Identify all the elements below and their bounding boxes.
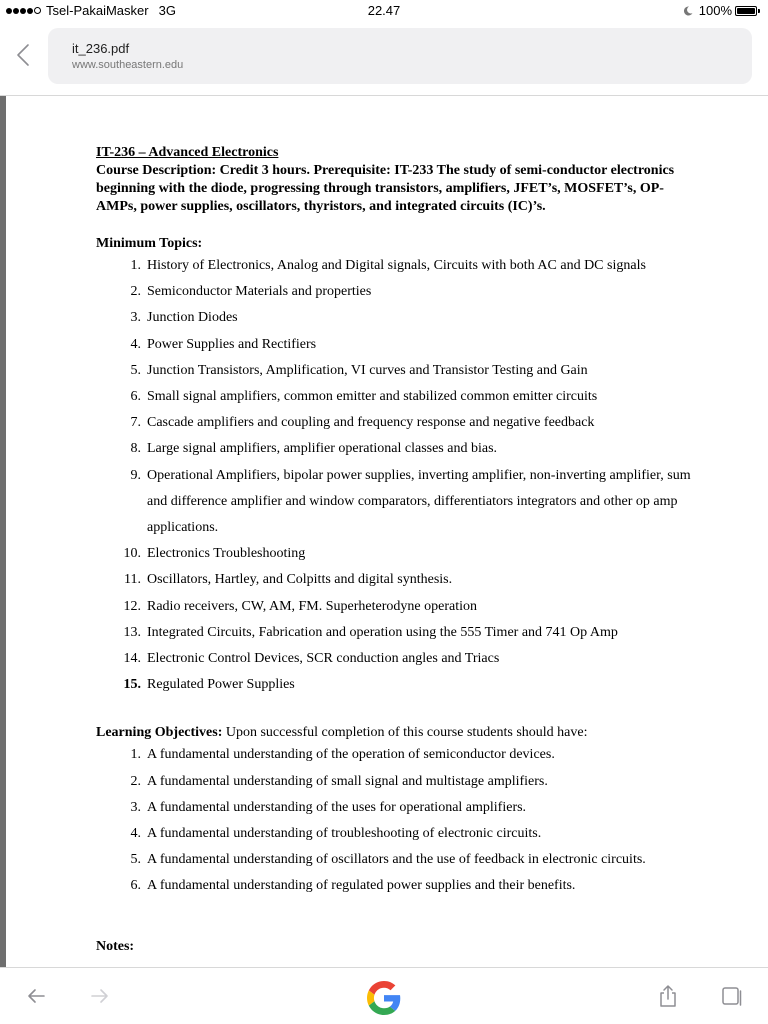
list-item-number: 5. <box>130 362 141 378</box>
list-item-number: 7. <box>130 415 141 431</box>
course-description: Course Description: Credit 3 hours. Prerequisite: IT-233 The study of semi-conductor electronics beginning with the diode, progressing through transistors, amplifiers, JFET’s, MOSFET’s, OP-AMPs, power supplies, oscillators, thyristors, and integrated circuits (IC)’s. <box>96 163 675 214</box>
google-home-button[interactable] <box>366 980 402 1016</box>
status-right <box>683 3 760 18</box>
list-item-number: 1. <box>130 747 141 763</box>
list-item-text: Integrated Circuits, Fabrication and operation using the 555 Timer and 741 Op Amp <box>147 624 618 640</box>
list-item-text: A fundamental understanding of troubleshooting of electronic circuits. <box>147 826 542 842</box>
list-item-number: 3. <box>130 310 141 326</box>
topics-list <box>96 253 696 698</box>
do-not-disturb-moon-icon <box>683 6 693 16</box>
list-item <box>96 541 696 567</box>
page-edge-bar <box>0 96 6 967</box>
topics-heading: Minimum Topics: <box>96 236 203 251</box>
list-item <box>96 436 696 462</box>
list-item <box>96 620 696 646</box>
status-time: 22.47 <box>367 3 401 18</box>
tabs-button[interactable] <box>718 982 746 1010</box>
list-item-text: Radio receivers, CW, AM, FM. Superheterodyne operation <box>147 598 477 614</box>
network-type: 3G <box>158 3 176 18</box>
address-header <box>0 22 768 96</box>
toolbar-forward-button[interactable] <box>86 982 114 1010</box>
list-item-number: 11. <box>124 572 141 588</box>
list-item <box>96 463 696 542</box>
objectives-line <box>96 724 696 742</box>
list-item-number: 4. <box>130 826 141 842</box>
document-title: it_236.pdf <box>72 41 130 56</box>
list-item-text: Power Supplies and Rectifiers <box>147 336 317 352</box>
list-item-text: Semiconductor Materials and properties <box>147 284 372 300</box>
list-item-number: 2. <box>130 773 141 789</box>
forward-arrow-icon <box>90 988 110 1004</box>
list-item <box>96 821 696 847</box>
list-item <box>96 795 696 821</box>
list-item-number: 6. <box>130 878 141 894</box>
list-item <box>96 358 696 384</box>
chevron-left-icon <box>16 43 30 67</box>
list-item <box>96 253 696 279</box>
list-item <box>96 594 696 620</box>
list-item-text: A fundamental understanding of the uses for operational amplifiers. <box>147 799 527 815</box>
list-item-text: A fundamental understanding of regulated power supplies and their benefits. <box>147 878 576 894</box>
objectives-label: Learning Objectives: <box>96 725 223 741</box>
list-item <box>96 305 696 331</box>
list-item <box>96 742 696 768</box>
list-item-text: History of Electronics, Analog and Digital signals, Circuits with both AC and DC signals <box>147 258 646 273</box>
list-item-text: Junction Diodes <box>147 310 238 326</box>
toolbar-back-button[interactable] <box>22 982 50 1010</box>
list-item <box>96 410 696 436</box>
list-item-text: A fundamental understanding of the operation of semiconductor devices. <box>147 747 555 763</box>
list-item-text: Small signal amplifiers, common emitter and stabilized common emitter circuits <box>147 389 598 405</box>
address-bar[interactable] <box>48 28 752 84</box>
list-item <box>96 873 696 899</box>
list-item-text: Operational Amplifiers, bipolar power supplies, inverting amplifier, non-inverting amplifier, sum and difference amplifier and window comparators, differentiators integrators and other op amp applications. <box>147 467 691 536</box>
list-item-text: Electronic Control Devices, SCR conduction angles and Triacs <box>147 651 500 667</box>
list-item-text: A fundamental understanding of oscillators and the use of feedback in electronic circuits. <box>147 852 646 868</box>
pdf-page-content <box>96 144 696 956</box>
share-button[interactable] <box>654 982 682 1010</box>
list-item-number: 15. <box>123 677 141 693</box>
list-item <box>96 567 696 593</box>
list-item-number: 12. <box>123 598 141 614</box>
status-bar <box>0 0 768 22</box>
tabs-icon <box>721 985 743 1007</box>
list-item <box>96 847 696 873</box>
list-item-text: Junction Transistors, Amplification, VI curves and Transistor Testing and Gain <box>147 362 588 378</box>
list-item-number: 10. <box>123 546 141 562</box>
back-button[interactable] <box>10 40 36 70</box>
list-item-number: 14. <box>123 651 141 667</box>
list-item-number: 1. <box>130 258 141 273</box>
list-item-text: Regulated Power Supplies <box>147 677 295 693</box>
list-item <box>96 332 696 358</box>
list-item <box>96 384 696 410</box>
list-item <box>96 769 696 795</box>
share-icon <box>658 984 678 1008</box>
course-heading: IT-236 – Advanced Electronics <box>96 145 279 160</box>
list-item <box>96 672 696 698</box>
list-item-text: Electronics Troubleshooting <box>147 546 306 562</box>
list-item-text: Large signal amplifiers, amplifier operational classes and bias. <box>147 441 498 457</box>
list-item-number: 2. <box>130 284 141 300</box>
battery-percent: 100% <box>698 3 732 18</box>
list-item-number: 13. <box>123 624 141 640</box>
objectives-list <box>96 742 696 899</box>
battery-icon <box>735 6 760 16</box>
pdf-viewer[interactable] <box>0 96 768 967</box>
list-item-number: 8. <box>130 441 141 457</box>
list-item-number: 3. <box>130 799 141 815</box>
list-item-number: 9. <box>130 467 141 483</box>
list-item-number: 6. <box>130 389 141 405</box>
list-item-number: 4. <box>130 336 141 352</box>
objectives-intro: Upon successful completion of this course students should have: <box>222 725 588 741</box>
list-item <box>96 646 696 672</box>
notes-heading: Notes: <box>96 938 135 954</box>
list-item-text: Cascade amplifiers and coupling and frequency response and negative feedback <box>147 415 595 431</box>
list-item-text: Oscillators, Hartley, and Colpitts and digital synthesis. <box>147 572 453 588</box>
carrier-name: Tsel-PakaiMasker <box>46 3 149 18</box>
google-logo <box>367 981 401 1015</box>
document-url: www.southeastern.edu <box>72 59 184 71</box>
bottom-toolbar <box>0 967 768 1024</box>
list-item <box>96 279 696 305</box>
list-item-number: 5. <box>130 852 141 868</box>
list-item-text: A fundamental understanding of small signal and multistage amplifiers. <box>147 773 548 789</box>
back-arrow-icon <box>26 988 46 1004</box>
